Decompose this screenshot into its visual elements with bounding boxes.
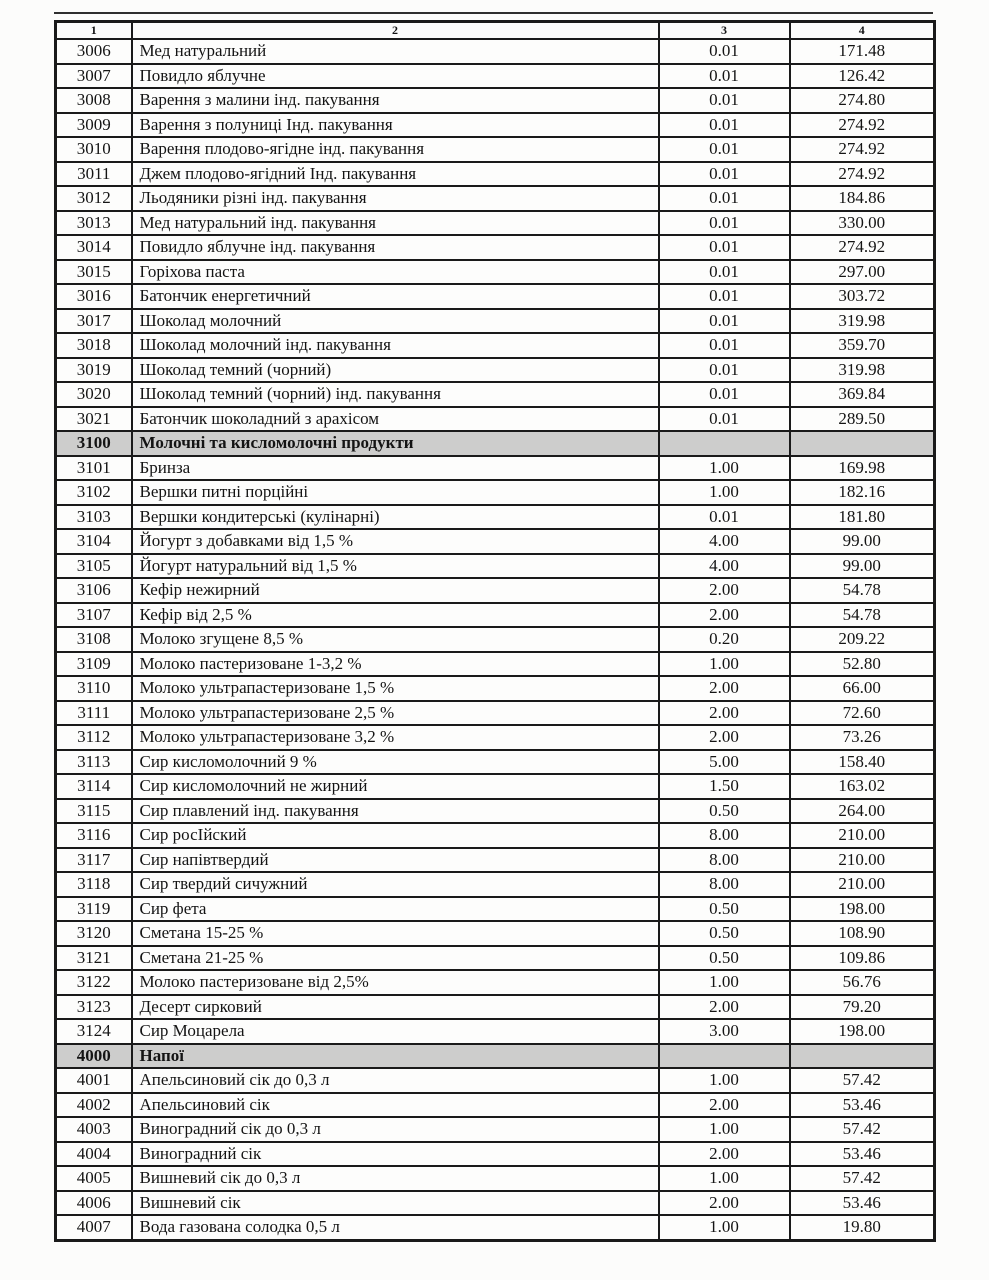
item-code: 3106 xyxy=(56,578,132,603)
table-row xyxy=(56,480,935,505)
item-price: 56.76 xyxy=(790,970,935,995)
item-price: 274.92 xyxy=(790,113,935,138)
item-qty: 0.01 xyxy=(659,162,790,187)
item-name: Вершки кондитерські (кулінарні) xyxy=(132,505,659,530)
item-qty: 0.20 xyxy=(659,627,790,652)
item-code: 4003 xyxy=(56,1117,132,1142)
item-qty: 2.00 xyxy=(659,676,790,701)
item-code: 4005 xyxy=(56,1166,132,1191)
table-row xyxy=(56,554,935,579)
item-price: 126.42 xyxy=(790,64,935,89)
item-name: Молоко пастеризоване від 2,5% xyxy=(132,970,659,995)
table-row xyxy=(56,1215,935,1240)
table-row xyxy=(56,799,935,824)
table-row xyxy=(56,897,935,922)
item-price: 53.46 xyxy=(790,1093,935,1118)
item-name: Молоко ультрапастеризоване 1,5 % xyxy=(132,676,659,701)
item-name: Кефір нежирний xyxy=(132,578,659,603)
item-name: Шоколад темний (чорний) інд. пакування xyxy=(132,382,659,407)
table-row xyxy=(56,872,935,897)
item-qty: 1.00 xyxy=(659,1117,790,1142)
item-qty: 0.01 xyxy=(659,260,790,285)
item-name: Повидло яблучне інд. пакування xyxy=(132,235,659,260)
item-name: Сир твердий сичужний xyxy=(132,872,659,897)
item-price: 181.80 xyxy=(790,505,935,530)
table-row xyxy=(56,333,935,358)
item-price: 330.00 xyxy=(790,211,935,236)
item-price: 210.00 xyxy=(790,823,935,848)
item-qty: 0.01 xyxy=(659,382,790,407)
item-price: 158.40 xyxy=(790,750,935,775)
item-code: 3011 xyxy=(56,162,132,187)
item-qty: 2.00 xyxy=(659,603,790,628)
item-code: 3014 xyxy=(56,235,132,260)
item-code: 3104 xyxy=(56,529,132,554)
item-code: 3020 xyxy=(56,382,132,407)
item-qty: 5.00 xyxy=(659,750,790,775)
item-name: Вода газована солодка 0,5 л xyxy=(132,1215,659,1240)
table-row xyxy=(56,113,935,138)
table-row xyxy=(56,162,935,187)
item-code: 3105 xyxy=(56,554,132,579)
item-qty: 0.01 xyxy=(659,113,790,138)
item-qty: 0.01 xyxy=(659,137,790,162)
item-price: 171.48 xyxy=(790,39,935,64)
item-name: Вершки питні порційні xyxy=(132,480,659,505)
table-row xyxy=(56,358,935,383)
item-price: 53.46 xyxy=(790,1191,935,1216)
item-qty: 1.00 xyxy=(659,1166,790,1191)
item-qty: 1.00 xyxy=(659,970,790,995)
column-header-row xyxy=(56,22,935,40)
table-row xyxy=(56,64,935,89)
item-price: 274.92 xyxy=(790,235,935,260)
item-code: 3113 xyxy=(56,750,132,775)
table-row xyxy=(56,921,935,946)
table-row xyxy=(56,823,935,848)
item-price: 54.78 xyxy=(790,603,935,628)
item-price: 369.84 xyxy=(790,382,935,407)
table-row xyxy=(56,284,935,309)
item-name: Сир плавлений інд. пакування xyxy=(132,799,659,824)
item-price: 319.98 xyxy=(790,358,935,383)
item-price: 198.00 xyxy=(790,1019,935,1044)
table-row xyxy=(56,505,935,530)
item-name: Апельсиновий сік до 0,3 л xyxy=(132,1068,659,1093)
item-code: 3013 xyxy=(56,211,132,236)
item-code: 3102 xyxy=(56,480,132,505)
table-row xyxy=(56,970,935,995)
item-code: 3019 xyxy=(56,358,132,383)
item-code: 4000 xyxy=(56,1044,132,1069)
item-name: Сир напівтвердий xyxy=(132,848,659,873)
item-qty: 8.00 xyxy=(659,848,790,873)
table-row xyxy=(56,578,935,603)
item-code: 3008 xyxy=(56,88,132,113)
item-name: Йогурт з добавками від 1,5 % xyxy=(132,529,659,554)
table-row xyxy=(56,186,935,211)
table-row xyxy=(56,260,935,285)
item-price: 57.42 xyxy=(790,1068,935,1093)
item-price: 73.26 xyxy=(790,725,935,750)
table-row xyxy=(56,1142,935,1167)
table-row xyxy=(56,750,935,775)
item-code: 3116 xyxy=(56,823,132,848)
item-qty: 0.01 xyxy=(659,309,790,334)
item-name: Десерт сирковий xyxy=(132,995,659,1020)
item-code: 3107 xyxy=(56,603,132,628)
item-name: Йогурт натуральний від 1,5 % xyxy=(132,554,659,579)
item-name: Батончик енергетичний xyxy=(132,284,659,309)
item-qty: 1.50 xyxy=(659,774,790,799)
item-price: 182.16 xyxy=(790,480,935,505)
table-row xyxy=(56,946,935,971)
item-name: Виноградний сік до 0,3 л xyxy=(132,1117,659,1142)
item-name: Сир росІйский xyxy=(132,823,659,848)
table-row xyxy=(56,529,935,554)
item-price: 198.00 xyxy=(790,897,935,922)
item-name: Сир Моцарела xyxy=(132,1019,659,1044)
item-price: 303.72 xyxy=(790,284,935,309)
item-name: Горіхова паста xyxy=(132,260,659,285)
item-name: Бринза xyxy=(132,456,659,481)
item-code: 3101 xyxy=(56,456,132,481)
item-qty: 1.00 xyxy=(659,1068,790,1093)
item-code: 3118 xyxy=(56,872,132,897)
item-name: Варення плодово-ягідне інд. пакування xyxy=(132,137,659,162)
item-qty: 0.01 xyxy=(659,358,790,383)
item-name: Мед натуральний інд. пакування xyxy=(132,211,659,236)
item-price: 359.70 xyxy=(790,333,935,358)
price-list-table xyxy=(54,20,936,1242)
table-row xyxy=(56,701,935,726)
item-code: 3100 xyxy=(56,431,132,456)
item-qty: 0.01 xyxy=(659,333,790,358)
item-price: 53.46 xyxy=(790,1142,935,1167)
item-qty: 1.00 xyxy=(659,1215,790,1240)
table-row xyxy=(56,1166,935,1191)
item-name: Сир кисломолочний не жирний xyxy=(132,774,659,799)
item-price: 210.00 xyxy=(790,872,935,897)
item-code: 3103 xyxy=(56,505,132,530)
item-name: Молоко ультрапастеризоване 2,5 % xyxy=(132,701,659,726)
item-qty: 3.00 xyxy=(659,1019,790,1044)
item-qty: 1.00 xyxy=(659,652,790,677)
item-qty: 0.50 xyxy=(659,799,790,824)
item-code: 3124 xyxy=(56,1019,132,1044)
item-price: 108.90 xyxy=(790,921,935,946)
item-qty: 2.00 xyxy=(659,1142,790,1167)
item-qty: 0.01 xyxy=(659,407,790,432)
item-qty: 8.00 xyxy=(659,823,790,848)
item-qty: 0.01 xyxy=(659,88,790,113)
table-row xyxy=(56,676,935,701)
table-row xyxy=(56,382,935,407)
item-price: 297.00 xyxy=(790,260,935,285)
item-price: 99.00 xyxy=(790,554,935,579)
column-header-code: 1 xyxy=(56,22,132,40)
item-qty xyxy=(659,1044,790,1069)
item-price: 274.80 xyxy=(790,88,935,113)
item-name: Вишневий сік до 0,3 л xyxy=(132,1166,659,1191)
item-code: 3123 xyxy=(56,995,132,1020)
section-row xyxy=(56,431,935,456)
item-qty: 2.00 xyxy=(659,1191,790,1216)
item-name: Шоколад молочний інд. пакування xyxy=(132,333,659,358)
item-name: Варення з полуниці Інд. пакування xyxy=(132,113,659,138)
column-header-name: 2 xyxy=(132,22,659,40)
item-price: 57.42 xyxy=(790,1166,935,1191)
item-price: 163.02 xyxy=(790,774,935,799)
item-name: Молочні та кисломолочні продукти xyxy=(132,431,659,456)
item-code: 3012 xyxy=(56,186,132,211)
item-code: 3009 xyxy=(56,113,132,138)
section-row xyxy=(56,1044,935,1069)
item-qty: 0.01 xyxy=(659,186,790,211)
table-row xyxy=(56,39,935,64)
item-name: Джем плодово-ягідний Інд. пакування xyxy=(132,162,659,187)
item-price xyxy=(790,431,935,456)
item-code: 4007 xyxy=(56,1215,132,1240)
item-qty: 1.00 xyxy=(659,480,790,505)
item-qty: 2.00 xyxy=(659,995,790,1020)
table-row xyxy=(56,995,935,1020)
item-code: 3121 xyxy=(56,946,132,971)
item-code: 3117 xyxy=(56,848,132,873)
table-row xyxy=(56,725,935,750)
item-price: 52.80 xyxy=(790,652,935,677)
item-qty: 0.01 xyxy=(659,39,790,64)
item-qty: 4.00 xyxy=(659,554,790,579)
item-code: 3112 xyxy=(56,725,132,750)
item-price: 169.98 xyxy=(790,456,935,481)
item-code: 3006 xyxy=(56,39,132,64)
item-name: Молоко ультрапастеризоване 3,2 % xyxy=(132,725,659,750)
table-row xyxy=(56,407,935,432)
item-qty: 2.00 xyxy=(659,701,790,726)
table-row xyxy=(56,211,935,236)
item-name: Сир фета xyxy=(132,897,659,922)
table-row xyxy=(56,1117,935,1142)
item-code: 3109 xyxy=(56,652,132,677)
item-qty: 0.50 xyxy=(659,897,790,922)
item-code: 3017 xyxy=(56,309,132,334)
item-qty: 0.50 xyxy=(659,921,790,946)
item-code: 4006 xyxy=(56,1191,132,1216)
table-row xyxy=(56,1068,935,1093)
item-code: 3018 xyxy=(56,333,132,358)
item-name: Сметана 15-25 % xyxy=(132,921,659,946)
item-name: Батончик шоколадний з арахісом xyxy=(132,407,659,432)
item-qty: 0.01 xyxy=(659,211,790,236)
item-qty: 2.00 xyxy=(659,578,790,603)
table-row xyxy=(56,137,935,162)
item-name: Шоколад темний (чорний) xyxy=(132,358,659,383)
item-code: 4001 xyxy=(56,1068,132,1093)
item-code: 3010 xyxy=(56,137,132,162)
table-top-crop-line xyxy=(54,12,933,14)
item-qty: 0.01 xyxy=(659,284,790,309)
table-row xyxy=(56,627,935,652)
item-name: Сир кисломолочний 9 % xyxy=(132,750,659,775)
item-code: 4004 xyxy=(56,1142,132,1167)
column-header-qty: 3 xyxy=(659,22,790,40)
item-price xyxy=(790,1044,935,1069)
table-row xyxy=(56,88,935,113)
item-code: 3122 xyxy=(56,970,132,995)
item-qty: 2.00 xyxy=(659,725,790,750)
item-qty: 0.01 xyxy=(659,64,790,89)
item-price: 57.42 xyxy=(790,1117,935,1142)
item-name: Молоко згущене 8,5 % xyxy=(132,627,659,652)
item-code: 3119 xyxy=(56,897,132,922)
item-code: 3111 xyxy=(56,701,132,726)
item-code: 4002 xyxy=(56,1093,132,1118)
item-code: 3115 xyxy=(56,799,132,824)
item-code: 3114 xyxy=(56,774,132,799)
item-price: 66.00 xyxy=(790,676,935,701)
item-code: 3015 xyxy=(56,260,132,285)
item-name: Виноградний сік xyxy=(132,1142,659,1167)
item-price: 209.22 xyxy=(790,627,935,652)
item-price: 79.20 xyxy=(790,995,935,1020)
item-price: 19.80 xyxy=(790,1215,935,1240)
item-qty: 1.00 xyxy=(659,456,790,481)
item-qty: 0.50 xyxy=(659,946,790,971)
table-row xyxy=(56,1019,935,1044)
item-name: Мед натуральний xyxy=(132,39,659,64)
item-name: Повидло яблучне xyxy=(132,64,659,89)
item-code: 3108 xyxy=(56,627,132,652)
item-price: 99.00 xyxy=(790,529,935,554)
item-price: 184.86 xyxy=(790,186,935,211)
table-row xyxy=(56,1093,935,1118)
table-row xyxy=(56,774,935,799)
item-qty: 4.00 xyxy=(659,529,790,554)
table-row xyxy=(56,456,935,481)
item-price: 274.92 xyxy=(790,137,935,162)
item-name: Молоко пастеризоване 1-3,2 % xyxy=(132,652,659,677)
item-name: Льодяники різні інд. пакування xyxy=(132,186,659,211)
table-row xyxy=(56,848,935,873)
item-name: Шоколад молочний xyxy=(132,309,659,334)
column-header-price: 4 xyxy=(790,22,935,40)
item-code: 3120 xyxy=(56,921,132,946)
item-name: Вишневий сік xyxy=(132,1191,659,1216)
table-row xyxy=(56,652,935,677)
table-row xyxy=(56,1191,935,1216)
item-name: Сметана 21-25 % xyxy=(132,946,659,971)
item-price: 72.60 xyxy=(790,701,935,726)
item-qty: 0.01 xyxy=(659,235,790,260)
item-price: 289.50 xyxy=(790,407,935,432)
item-code: 3016 xyxy=(56,284,132,309)
item-price: 274.92 xyxy=(790,162,935,187)
item-price: 264.00 xyxy=(790,799,935,824)
table-row xyxy=(56,309,935,334)
item-code: 3007 xyxy=(56,64,132,89)
item-name: Напої xyxy=(132,1044,659,1069)
item-qty: 0.01 xyxy=(659,505,790,530)
item-name: Варення з малини інд. пакування xyxy=(132,88,659,113)
item-code: 3110 xyxy=(56,676,132,701)
item-price: 109.86 xyxy=(790,946,935,971)
item-qty: 2.00 xyxy=(659,1093,790,1118)
item-qty: 8.00 xyxy=(659,872,790,897)
item-price: 210.00 xyxy=(790,848,935,873)
table-row xyxy=(56,603,935,628)
item-code: 3021 xyxy=(56,407,132,432)
item-price: 319.98 xyxy=(790,309,935,334)
table-row xyxy=(56,235,935,260)
item-name: Кефір від 2,5 % xyxy=(132,603,659,628)
item-qty xyxy=(659,431,790,456)
item-price: 54.78 xyxy=(790,578,935,603)
item-name: Апельсиновий сік xyxy=(132,1093,659,1118)
